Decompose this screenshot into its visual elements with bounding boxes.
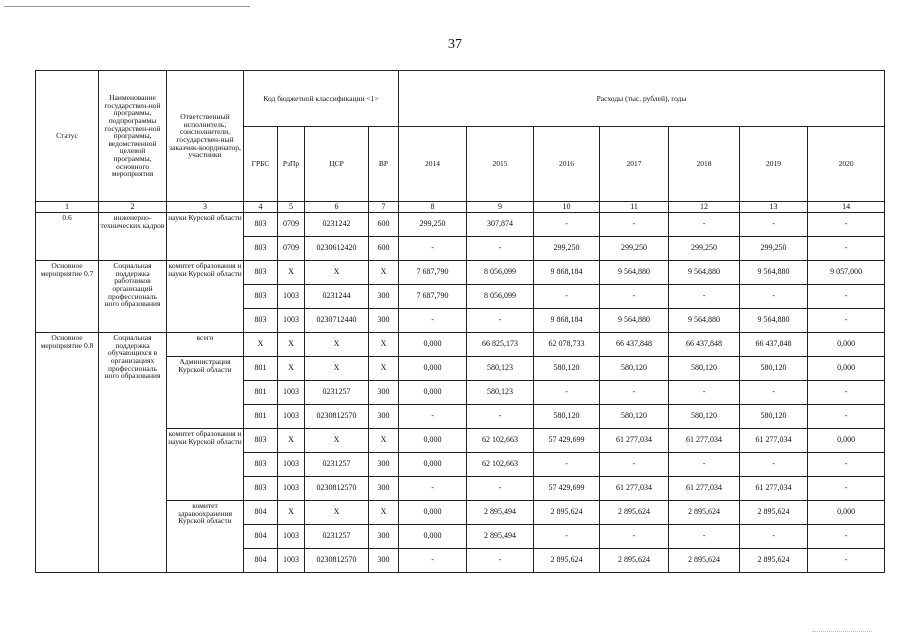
code-cell: 1003 (278, 405, 305, 429)
code-cell: 1003 (278, 477, 305, 501)
amount-cell: 0,000 (808, 357, 885, 381)
amount-cell: 0,000 (399, 501, 467, 525)
amount-cell: 66 437,848 (600, 333, 669, 357)
amount-cell: 61 277,034 (740, 477, 808, 501)
amount-cell: - (740, 285, 808, 309)
amount-cell: 66 437,848 (740, 333, 808, 357)
table-row (36, 333, 885, 357)
amount-cell: 9 057,000 (808, 261, 885, 285)
column-index: 6 (305, 202, 369, 213)
header-rzpr: РзПр (278, 127, 305, 202)
amount-cell: - (600, 213, 669, 237)
amount-cell: 2 895,624 (740, 549, 808, 573)
column-index: 11 (600, 202, 669, 213)
code-cell: 0231257 (305, 453, 369, 477)
amount-cell: 2 895,624 (669, 549, 740, 573)
amount-cell: 0,000 (399, 357, 467, 381)
amount-cell: - (669, 381, 740, 405)
amount-cell: 62 078,733 (534, 333, 600, 357)
code-cell: Х (305, 429, 369, 453)
amount-cell: - (808, 453, 885, 477)
amount-cell: - (534, 285, 600, 309)
amount-cell: 0,000 (808, 333, 885, 357)
code-cell: 300 (369, 525, 399, 549)
amount-cell: 2 895,494 (467, 501, 534, 525)
program-name-cell: Социальная поддержка работников организаций профессиональ ного образования (99, 261, 167, 333)
code-cell: 0231257 (305, 525, 369, 549)
code-cell: 1003 (278, 381, 305, 405)
code-cell: Х (278, 357, 305, 381)
column-index: 3 (167, 202, 244, 213)
code-cell: Х (369, 357, 399, 381)
code-cell: 300 (369, 405, 399, 429)
code-cell: 801 (244, 381, 278, 405)
amount-cell: 9 564,880 (600, 261, 669, 285)
header-year: 2014 (399, 127, 467, 202)
code-cell: 804 (244, 501, 278, 525)
amount-cell: 61 277,034 (600, 429, 669, 453)
code-cell: 803 (244, 237, 278, 261)
amount-cell: 61 277,034 (600, 477, 669, 501)
header-year: 2017 (600, 127, 669, 202)
code-cell: Х (244, 333, 278, 357)
header-responsible: Ответственный исполнитель, соисполнители, государствен-ный заказчик-координатор, участники (167, 71, 244, 202)
column-index: 14 (808, 202, 885, 213)
code-cell: 0709 (278, 237, 305, 261)
code-cell: Х (369, 429, 399, 453)
amount-cell: 57 429,699 (534, 429, 600, 453)
code-cell: 803 (244, 261, 278, 285)
amount-cell: 580,120 (600, 405, 669, 429)
code-cell: Х (369, 333, 399, 357)
amount-cell: 0,000 (808, 429, 885, 453)
header-budget-code: Код бюджетной классификации <1> (244, 71, 399, 127)
amount-cell: 580,123 (467, 381, 534, 405)
amount-cell: - (740, 453, 808, 477)
amount-cell: 0,000 (399, 525, 467, 549)
amount-cell: 8 056,099 (467, 261, 534, 285)
amount-cell: - (808, 525, 885, 549)
code-cell: Х (305, 333, 369, 357)
code-cell: 600 (369, 213, 399, 237)
responsible-cell: науки Курской области (167, 213, 244, 261)
top-rule (4, 6, 250, 7)
header-year: 2019 (740, 127, 808, 202)
header-year: 2015 (467, 127, 534, 202)
code-cell: Х (369, 501, 399, 525)
header-vr: ВР (369, 127, 399, 202)
amount-cell: 580,123 (467, 357, 534, 381)
amount-cell: 7 687,790 (399, 285, 467, 309)
column-index: 5 (278, 202, 305, 213)
amount-cell: - (669, 525, 740, 549)
amount-cell: - (600, 525, 669, 549)
amount-cell: - (467, 405, 534, 429)
amount-cell: 9 564,880 (669, 261, 740, 285)
code-cell: 300 (369, 477, 399, 501)
amount-cell: 580,120 (669, 357, 740, 381)
amount-cell: 580,120 (600, 357, 669, 381)
amount-cell: 580,120 (534, 405, 600, 429)
amount-cell: 2 895,624 (669, 501, 740, 525)
code-cell: 300 (369, 285, 399, 309)
amount-cell: - (534, 381, 600, 405)
amount-cell: - (467, 477, 534, 501)
amount-cell: - (600, 381, 669, 405)
amount-cell: 62 102,663 (467, 453, 534, 477)
amount-cell: - (467, 309, 534, 333)
code-cell: Х (278, 429, 305, 453)
amount-cell: 307,874 (467, 213, 534, 237)
amount-cell: - (808, 405, 885, 429)
column-index: 9 (467, 202, 534, 213)
header-status: Статус (36, 71, 99, 202)
amount-cell: - (399, 237, 467, 261)
amount-cell: - (399, 405, 467, 429)
amount-cell: 57 429,699 (534, 477, 600, 501)
code-cell: 600 (369, 237, 399, 261)
amount-cell: 9 868,184 (534, 309, 600, 333)
code-cell: 803 (244, 429, 278, 453)
amount-cell: - (534, 525, 600, 549)
amount-cell: 61 277,034 (669, 477, 740, 501)
amount-cell: - (808, 213, 885, 237)
amount-cell: 2 895,624 (534, 501, 600, 525)
amount-cell: 9 564,880 (740, 309, 808, 333)
responsible-cell: всего (167, 333, 244, 357)
responsible-cell: комитет здравоохранения Курской области (167, 501, 244, 573)
amount-cell: 9 564,880 (600, 309, 669, 333)
amount-cell: - (808, 237, 885, 261)
code-cell: 300 (369, 549, 399, 573)
code-cell: Х (305, 357, 369, 381)
amount-cell: - (740, 213, 808, 237)
code-cell: Х (305, 261, 369, 285)
amount-cell: 9 564,880 (740, 261, 808, 285)
column-index: 12 (669, 202, 740, 213)
amount-cell: 2 895,624 (534, 549, 600, 573)
amount-cell: - (740, 525, 808, 549)
code-cell: 1003 (278, 525, 305, 549)
column-index: 1 (36, 202, 99, 213)
amount-cell: 61 277,034 (740, 429, 808, 453)
amount-cell: 0,000 (399, 429, 467, 453)
column-index: 7 (369, 202, 399, 213)
amount-cell: 580,120 (740, 357, 808, 381)
responsible-cell: Администрация Курской области (167, 357, 244, 429)
code-cell: 0230812570 (305, 477, 369, 501)
code-cell: 804 (244, 525, 278, 549)
table-row (36, 213, 885, 237)
amount-cell: 2 895,624 (600, 549, 669, 573)
code-cell: 803 (244, 453, 278, 477)
amount-cell: - (399, 309, 467, 333)
code-cell: 0230812570 (305, 549, 369, 573)
amount-cell: 9 868,184 (534, 261, 600, 285)
amount-cell: 299,250 (740, 237, 808, 261)
amount-cell: 8 056,099 (467, 285, 534, 309)
code-cell: 803 (244, 477, 278, 501)
code-cell: 300 (369, 453, 399, 477)
code-cell: 803 (244, 213, 278, 237)
code-cell: 801 (244, 405, 278, 429)
amount-cell: - (600, 285, 669, 309)
code-cell: Х (278, 501, 305, 525)
amount-cell: 62 102,663 (467, 429, 534, 453)
amount-cell: 580,120 (669, 405, 740, 429)
code-cell: Х (369, 261, 399, 285)
responsible-cell: комитет образования и науки Курской области (167, 261, 244, 333)
amount-cell: 299,250 (669, 237, 740, 261)
status-cell: Основное мероприятие 0.7 (36, 261, 99, 333)
amount-cell: - (467, 237, 534, 261)
amount-cell: 0,000 (399, 453, 467, 477)
amount-cell: - (669, 453, 740, 477)
program-name-cell: Социальная поддержка обучающихся в организациях профессиональ ного образования (99, 333, 167, 573)
amount-cell: - (808, 285, 885, 309)
code-cell: Х (278, 333, 305, 357)
amount-cell: 0,000 (808, 501, 885, 525)
amount-cell: - (808, 309, 885, 333)
amount-cell: 9 564,880 (669, 309, 740, 333)
column-index: 4 (244, 202, 278, 213)
amount-cell: - (740, 381, 808, 405)
code-cell: 0230712440 (305, 309, 369, 333)
code-cell: 801 (244, 357, 278, 381)
amount-cell: 2 895,494 (467, 525, 534, 549)
amount-cell: - (399, 477, 467, 501)
amount-cell: 580,120 (740, 405, 808, 429)
header-program-name: Наименование государствен-ной программы, подпрограммы государствен-ной программы, ведомственной целевой программы, основного мероприятия (99, 71, 167, 202)
amount-cell: 66 437,848 (669, 333, 740, 357)
amount-cell: 299,250 (600, 237, 669, 261)
code-cell: 1003 (278, 453, 305, 477)
code-cell: 1003 (278, 549, 305, 573)
amount-cell: 7 687,790 (399, 261, 467, 285)
code-cell: 300 (369, 381, 399, 405)
amount-cell: 66 825,173 (467, 333, 534, 357)
amount-cell: - (467, 549, 534, 573)
code-cell: 0231242 (305, 213, 369, 237)
amount-cell: 2 895,624 (740, 501, 808, 525)
table-row (36, 261, 885, 285)
column-index: 2 (99, 202, 167, 213)
code-cell: 0230812570 (305, 405, 369, 429)
status-cell: 0.6 (36, 213, 99, 261)
page-number: 37 (448, 37, 462, 52)
code-cell: Х (305, 501, 369, 525)
amount-cell: 580,120 (534, 357, 600, 381)
amount-cell: - (669, 285, 740, 309)
header-expenses: Расходы (тыс. рублей), годы (399, 71, 885, 127)
code-cell: 0231244 (305, 285, 369, 309)
responsible-cell: комитет образования и науки Курской области (167, 429, 244, 501)
footer-mark (812, 631, 872, 632)
header-year: 2018 (669, 127, 740, 202)
amount-cell: - (808, 549, 885, 573)
code-cell: 1003 (278, 285, 305, 309)
budget-table (35, 70, 885, 573)
amount-cell: 0,000 (399, 381, 467, 405)
code-cell: Х (278, 261, 305, 285)
amount-cell: - (808, 477, 885, 501)
header-csr: ЦСР (305, 127, 369, 202)
amount-cell: - (669, 213, 740, 237)
amount-cell: 299,250 (399, 213, 467, 237)
amount-cell: 2 895,624 (600, 501, 669, 525)
code-cell: 0230612420 (305, 237, 369, 261)
amount-cell: - (534, 213, 600, 237)
code-cell: 803 (244, 285, 278, 309)
header-grbs: ГРБС (244, 127, 278, 202)
code-cell: 804 (244, 549, 278, 573)
amount-cell: - (534, 453, 600, 477)
code-cell: 0709 (278, 213, 305, 237)
amount-cell: - (808, 381, 885, 405)
column-index: 10 (534, 202, 600, 213)
amount-cell: 0,000 (399, 333, 467, 357)
header-year: 2020 (808, 127, 885, 202)
code-cell: 300 (369, 309, 399, 333)
column-index-row (36, 202, 885, 213)
code-cell: 0231257 (305, 381, 369, 405)
column-index: 8 (399, 202, 467, 213)
program-name-cell: инженерно-технических кадров (99, 213, 167, 261)
code-cell: 803 (244, 309, 278, 333)
amount-cell: - (600, 453, 669, 477)
code-cell: 1003 (278, 309, 305, 333)
amount-cell: - (399, 549, 467, 573)
column-index: 13 (740, 202, 808, 213)
amount-cell: 61 277,034 (669, 429, 740, 453)
amount-cell: 299,250 (534, 237, 600, 261)
header-year: 2016 (534, 127, 600, 202)
status-cell: Основное мероприятие 0.8 (36, 333, 99, 573)
